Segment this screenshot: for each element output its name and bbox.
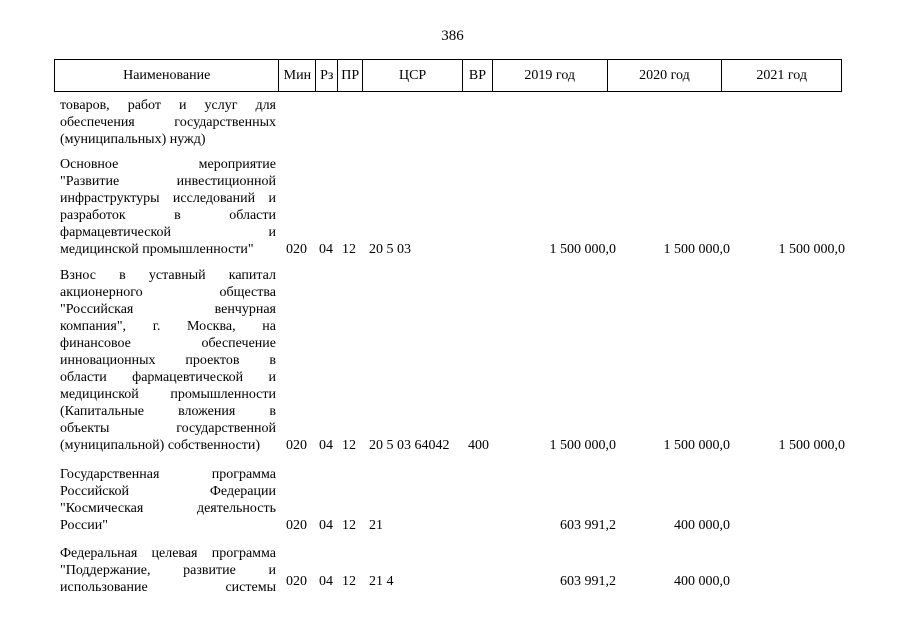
name-line: (Капитальные вложения в [60,404,276,419]
cell-2021: 1 500 000,0 [778,438,845,453]
cell-vr: 400 [468,438,489,453]
name-line: "Поддержание, развитие и [60,563,276,578]
page-number: 386 [441,28,464,44]
row-name [60,545,276,596]
cell-2019: 603 991,2 [560,574,616,589]
name-line: "Космическая деятельность [60,501,276,516]
cell-pr: 12 [342,438,356,453]
cell-2020: 1 500 000,0 [663,242,730,257]
cell-rz: 04 [319,518,333,533]
row-name [60,97,276,148]
name-line: финансовое обеспечение [60,336,276,351]
name-line: фармацевтической и [60,225,276,240]
name-line: "Российская венчурная [60,302,276,317]
header-2019: 2019 год [492,60,607,91]
header-min: Мин [278,60,315,91]
cell-2021: 1 500 000,0 [778,242,845,257]
cell-csr: 20 5 03 64042 [369,438,450,453]
row-name [60,466,276,534]
name-line: инфраструктуры исследований и [60,191,276,206]
name-line: товаров, работ и услуг для [60,98,276,113]
cell-2020: 400 000,0 [674,574,730,589]
name-line: (муниципальной) собственности) [60,438,261,453]
header-name: Наименование [123,67,211,83]
name-line: (муниципальных) нужд) [60,132,206,147]
cell-2019: 603 991,2 [560,518,616,533]
cell-rz: 04 [319,438,333,453]
cell-rz: 04 [319,574,333,589]
cell-2019: 1 500 000,0 [549,242,616,257]
cell-csr: 21 4 [369,574,394,589]
cell-min: 020 [286,242,307,257]
cell-csr: 21 [369,518,383,533]
name-line: использование системы [60,580,276,595]
cell-2020: 400 000,0 [674,518,730,533]
name-line: акционерного общества [60,285,276,300]
name-line: медицинской промышленности" [60,242,254,257]
header-vr: ВР [462,60,492,91]
name-line: Федеральная целевая программа [60,546,276,561]
header-2021: 2021 год [721,60,841,91]
cell-pr: 12 [342,574,356,589]
cell-2019: 1 500 000,0 [549,438,616,453]
cell-csr: 20 5 03 [369,242,411,257]
row-name [60,156,276,258]
cell-min: 020 [286,574,307,589]
name-line: Взнос в уставный капитал [60,268,276,283]
cell-rz: 04 [319,242,333,257]
header-pr: ПР [337,60,362,91]
name-line: объекты государственной [60,421,276,436]
name-line: "Развитие инвестиционной [60,174,276,189]
cell-pr: 12 [342,242,356,257]
name-line: области фармацевтической и [60,370,276,385]
name-line: инновационных проектов в [60,353,276,368]
name-line: разработок в области [60,208,276,223]
row-name [60,267,276,454]
name-line: обеспечения государственных [60,115,276,130]
cell-2020: 1 500 000,0 [663,438,730,453]
name-line: Основное мероприятие [60,157,276,172]
header-rz: Рз [315,60,337,91]
name-line: компания", г. Москва, на [60,319,276,334]
name-line: Государственная программа [60,467,276,482]
cell-pr: 12 [342,518,356,533]
name-line: России" [60,518,108,533]
header-csr: ЦСР [362,60,462,91]
name-line: Российской Федерации [60,484,276,499]
name-line: медицинской промышленности [60,387,276,402]
cell-min: 020 [286,438,307,453]
table-header [54,59,842,92]
cell-min: 020 [286,518,307,533]
header-2020: 2020 год [607,60,722,91]
